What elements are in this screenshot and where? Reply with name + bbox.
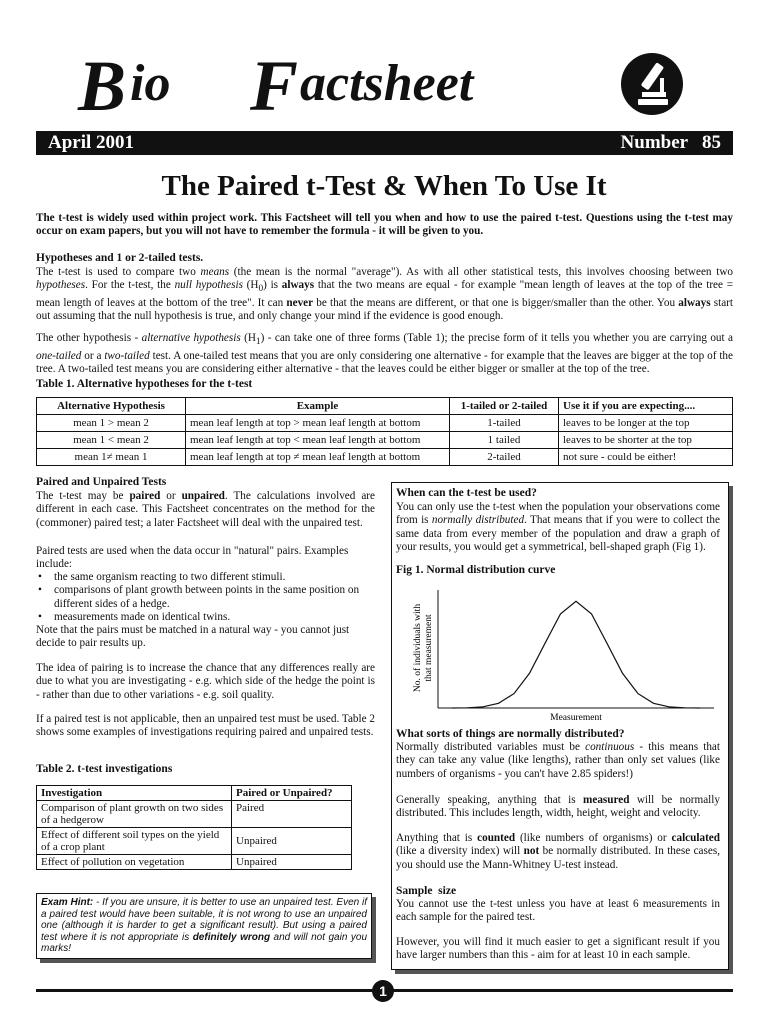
measured-paragraph: Generally speaking, anything that is measured will be normally distributed. This includes length, width, height, weight and velocity. <box>396 794 720 820</box>
table1-header: Use it if you are expecting.... <box>559 398 733 415</box>
chart-ylabel-line1: No. of individuals with <box>413 603 423 693</box>
table1-header: 1-tailed or 2-tailed <box>450 398 559 415</box>
hypotheses-paragraph: The t-test is used to compare two means (the mean is the normal "average"). As with all other statistical tests, this involves choosing between two hypotheses. For the t-test, the null hypothesis $(H_0)$ is always that the two means are equal - for example "mean length of leaves at the top of the tree = mean length of leaves at the bottom of the tree". It can never be that the means are different, or that one is bigger/smaller than the other. You always start out assuming that the null hypothesis is true, and only change your mind if the evidence is good enough. <box>36 266 734 323</box>
table1 <box>36 397 733 466</box>
sample-paragraph-1: You cannot use the t-test unless you have at least 6 measurements in each sample for the paired test. <box>396 898 720 924</box>
section-heading-hypotheses: Hypotheses and 1 or 2-tailed tests. <box>36 252 204 264</box>
section-heading-paired: Paired and Unpaired Tests <box>36 476 167 488</box>
table-row <box>37 828 352 855</box>
table2-header: Investigation <box>37 786 232 801</box>
masthead-title <box>78 44 598 124</box>
table-cell: Effect of different soil types on the yield of a crop plant <box>37 828 232 855</box>
right-heading-when: When can the t-test be used? <box>396 487 537 499</box>
page-number: 1 <box>372 980 394 1002</box>
table-cell: Effect of pollution on vegetation <box>37 855 232 870</box>
masthead-io: io <box>130 55 171 112</box>
table-cell: not sure - could be either! <box>559 449 733 466</box>
issue-date: April 2001 <box>48 132 135 153</box>
table-cell: leaves to be shorter at the top <box>559 432 733 449</box>
normal-distribution-chart <box>396 582 726 726</box>
table-cell: Comparison of plant growth on two sides of a hedgerow <box>37 801 232 828</box>
fig1-caption: Fig 1. Normal distribution curve <box>396 564 556 576</box>
counted-paragraph: Anything that is counted (like numbers of organisms) or calculated (like a diversity index) will not be normally distributed. In these cases, you should use the Mann-Whitney U-test instead. <box>396 832 720 871</box>
page-title: The Paired t-Test & When To Use It <box>161 170 607 202</box>
masthead-actsheet: actsheet <box>300 55 474 112</box>
table-cell: mean 1≠ mean 1 <box>37 449 186 466</box>
what-paragraph: Normally distributed variables must be continuous - this means that they can take any value (like lengths), rather than only set values (like numbers of organisms - you can't have 2.85 spiders!) <box>396 741 720 780</box>
table-cell: 1-tailed <box>450 415 559 432</box>
list-item: • comparisons of plant growth between points in the same position on different sides of a hedge. <box>36 584 375 611</box>
table-row <box>37 449 733 466</box>
table-cell: Unpaired <box>232 828 352 855</box>
table2-caption: Table 2. t-test investigations <box>36 763 173 775</box>
table2-header-row <box>37 786 352 801</box>
chart-xlabel: Measurement <box>550 713 602 723</box>
paired-paragraph-2: Paired tests are used when the data occur in "natural" pairs. Examples include: <box>36 545 349 571</box>
paired-paragraph-5: If a paired test is not applicable, then an unpaired test must be used. Table 2 shows some examples of investigations requiring paired and unpaired tests. <box>36 713 375 739</box>
table1-header-row <box>37 398 733 415</box>
paired-paragraph-3: Note that the pairs must be matched in a natural way - you cannot just decide to pair results up. <box>36 624 350 650</box>
sample-paragraph-2: However, you will find it much easier to get a significant result if you have larger numbers than this - aim for at least 10 in each sample. <box>396 936 720 962</box>
microscope-icon <box>620 52 684 116</box>
exam-hint-label: Exam Hint: <box>41 897 94 908</box>
table-cell: mean 1 > mean 2 <box>37 415 186 432</box>
paired-paragraph-1: The t-test may be paired or unpaired. The calculations involved are different in each case. This Factsheet concentrates on the method for the (commoner) paired test; a later Factsheet will deal with the unpaired test. <box>36 490 375 529</box>
table-cell: mean 1 < mean 2 <box>37 432 186 449</box>
exam-hint-box: Exam Hint: - If you are unsure, it is better to use an unpaired test. Even if a paired test would have been suitable, it is not wrong to use an unpaired one (although it is harder to get a significant result). But using a paired test where it is not appropriate is definitely wrong and will not gain you marks! <box>36 893 372 959</box>
table-cell: mean leaf length at top > mean leaf length at bottom <box>186 415 450 432</box>
masthead-letter-b: B <box>78 46 127 126</box>
table-cell: mean leaf length at top ≠ mean leaf length at bottom <box>186 449 450 466</box>
issue-number: Number 85 <box>620 132 721 153</box>
table-cell: Unpaired <box>232 855 352 870</box>
table1-header: Example <box>186 398 450 415</box>
list-item: • the same organism reacting to two different stimuli. <box>36 571 375 584</box>
table2 <box>36 785 352 870</box>
right-heading-sample: Sample size <box>396 885 457 897</box>
table-row <box>37 801 352 828</box>
alternative-hypothesis-paragraph: The other hypothesis - alternative hypothesis $(H_1)$ - can take one of three forms (Table 1); the precise form of it tells you whether you are carrying out a one-tailed or a two-tailed test. A one-tailed test means that you are only considering one alternative - for example that the leaves are bigger at the top of the tree. A two-tailed test means you are considering either alternative - that the leaves could be either bigger or smaller at the top of the tree. <box>36 332 733 376</box>
examples-list <box>36 571 375 625</box>
when-paragraph: You can only use the t-test when the population your observations come from is normally distributed. That means that if you were to collect the same data from every member of the population and draw a graph of your results, you would get a symmetrical, bell-shaped graph (Fig 1). <box>396 501 720 554</box>
masthead-letter-f: F <box>250 46 299 126</box>
table-row <box>37 855 352 870</box>
list-item: • measurements made on identical twins. <box>36 611 375 624</box>
table-cell: 1 tailed <box>450 432 559 449</box>
paired-paragraph-4: The idea of pairing is to increase the chance that any differences really are due to what you are investigating - e.g. which side of the hedge the point is - rather than due to other variations - e.g. soil quality. <box>36 662 375 701</box>
table-row <box>37 432 733 449</box>
issue-bar <box>36 131 733 155</box>
intro-paragraph: The t-test is widely used within project work. This Factsheet will tell you when and how to use the paired t-test. Questions using the t-test may occur on exam papers, but you will not have to remember the formula - it will be given to you. <box>36 212 733 238</box>
table1-header: Alternative Hypothesis <box>37 398 186 415</box>
table-cell: leaves to be longer at the top <box>559 415 733 432</box>
table-cell: mean leaf length at top < mean leaf length at bottom <box>186 432 450 449</box>
table2-header: Paired or Unpaired? <box>232 786 352 801</box>
table1-caption: Table 1. Alternative hypotheses for the t-test <box>36 378 253 390</box>
chart-series-line <box>452 601 700 708</box>
table-row <box>37 415 733 432</box>
right-heading-what: What sorts of things are normally distributed? <box>396 728 625 740</box>
chart-ylabel-line2: that measurement <box>424 614 434 682</box>
table-cell: Paired <box>232 801 352 828</box>
table-cell: 2-tailed <box>450 449 559 466</box>
